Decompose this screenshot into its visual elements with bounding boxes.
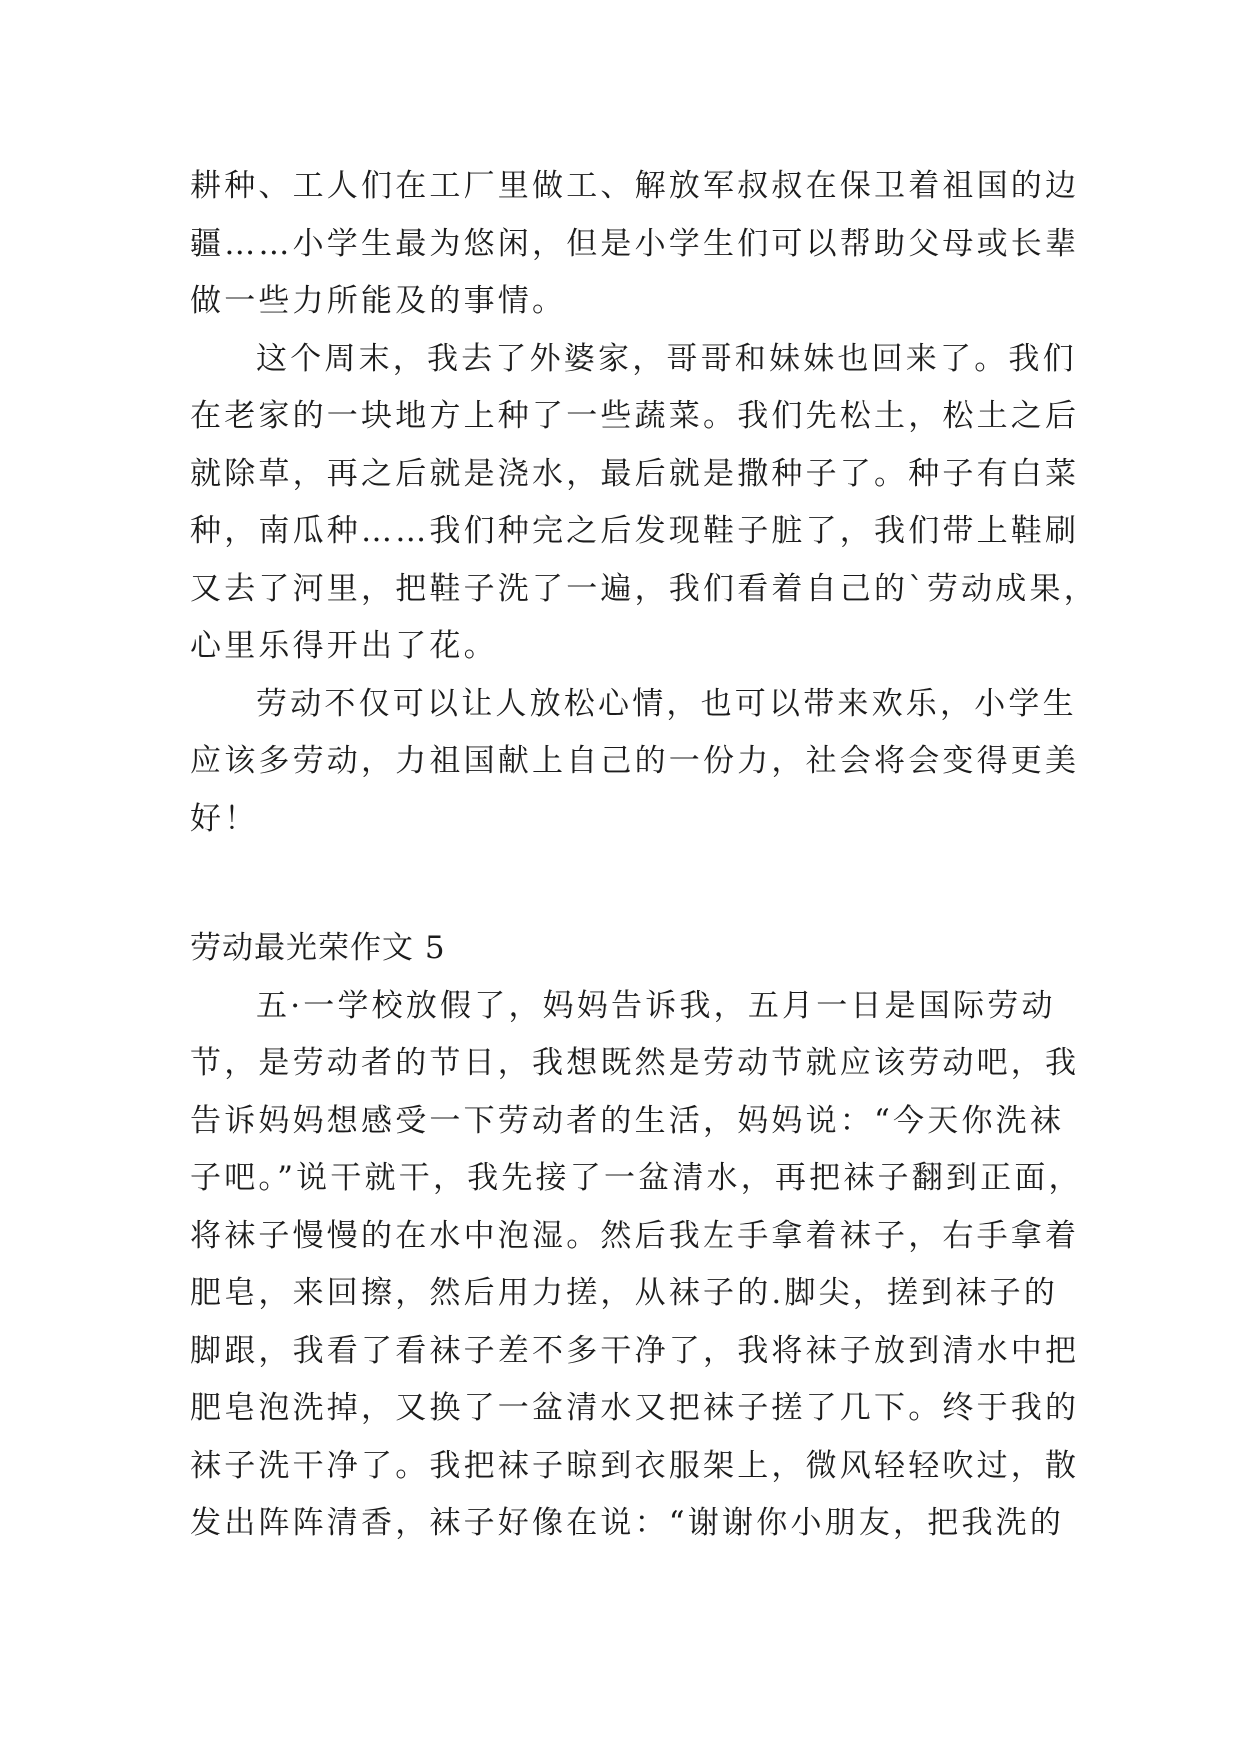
text-line: 疆……小学生最为悠闲，但是小学生们可以帮助父母或长辈 — [190, 225, 1080, 262]
text-line: 在老家的一块地方上种了一些蔬菜。我们先松土，松土之后 — [190, 398, 1080, 434]
paragraph-4 — [190, 978, 1083, 1553]
text-line: 告诉妈妈想感受一下劳动者的生活，妈妈说：“今天你洗袜 — [190, 1102, 1065, 1139]
section-heading: 劳动最光荣作文 5 — [190, 930, 446, 966]
text-line: 耕种、工人们在工厂里做工、解放军叔叔在保卫着祖国的边 — [190, 168, 1080, 204]
text-line: 发出阵阵清香，袜子好像在说：“谢谢你小朋友，把我洗的 — [190, 1505, 1065, 1541]
text-line: 种，南瓜种……我们种完之后发现鞋子脏了，我们带上鞋刷 — [190, 513, 1080, 549]
text-line: 节，是劳动者的节日，我想既然是劳动节就应该劳动吧，我 — [190, 1045, 1080, 1081]
text-line: 做一些力所能及的事情。 — [190, 283, 567, 319]
paragraph-3 — [190, 676, 1080, 849]
text-line: 好！ — [190, 800, 259, 837]
text-line: 脚跟，我看了看袜子差不多干净了，我将袜子放到清水中把 — [190, 1332, 1080, 1369]
text-line: 就除草，再之后就是浇水，最后就是撒种子了。种子有白菜 — [190, 455, 1080, 492]
paragraph-1 — [190, 158, 1080, 331]
text-line: 这个周末，我去了外婆家，哥哥和妹妹也回来了。我们 — [256, 340, 1077, 377]
text-line: 劳动不仅可以让人放松心情，也可以带来欢乐，小学生 — [256, 685, 1077, 722]
text-line: 肥皂，来回擦，然后用力搓，从袜子的.脚尖，搓到袜子的 — [190, 1275, 1059, 1311]
text-line: 又去了河里，把鞋子洗了一遍，我们看着自己的`劳动成果， — [190, 570, 1098, 607]
document-body — [190, 158, 1098, 1553]
text-line: 袜子洗干净了。我把袜子晾到衣服架上，微风轻轻吹过，散 — [190, 1447, 1080, 1484]
text-line: 子吧。”说干就干，我先接了一盆清水，再把袜子翻到正面， — [190, 1160, 1083, 1196]
text-line: 肥皂泡洗掉，又换了一盆清水又把袜子搓了几下。终于我的 — [190, 1390, 1080, 1426]
text-line: 五·一学校放假了，妈妈告诉我，五月一日是国际劳动 — [256, 987, 1056, 1024]
section-gap — [190, 848, 1060, 920]
text-line: 心里乐得开出了花。 — [190, 628, 498, 664]
text-line: 将袜子慢慢的在水中泡湿。然后我左手拿着袜子，右手拿着 — [190, 1217, 1080, 1254]
paragraph-2 — [190, 331, 1098, 676]
text-line: 应该多劳动，力祖国献上自己的一份力，社会将会变得更美 — [190, 743, 1080, 779]
